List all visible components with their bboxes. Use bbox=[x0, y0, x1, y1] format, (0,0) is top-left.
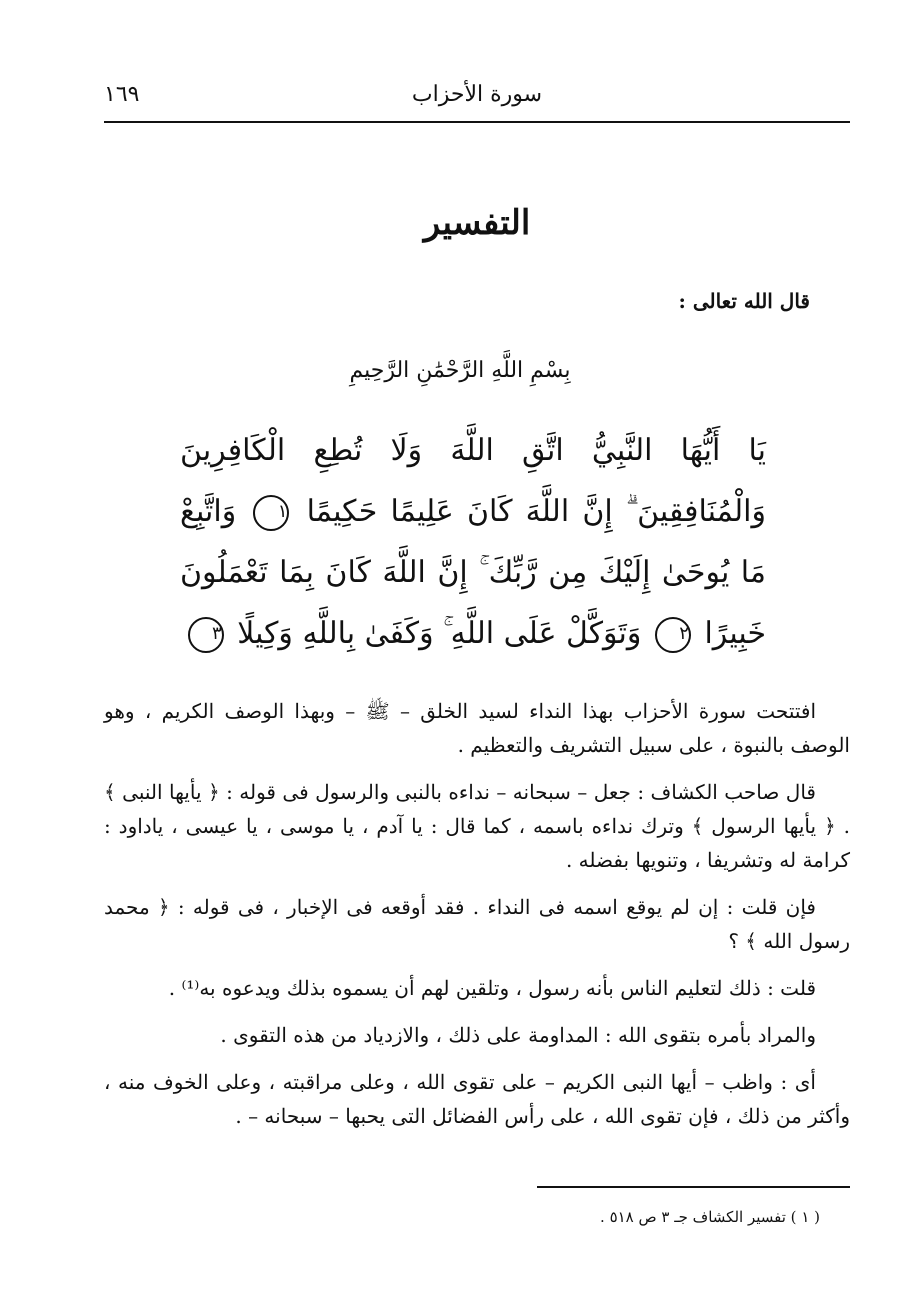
basmala: بِسْمِ اللَّهِ الرَّحْمَٰنِ الرَّحِيمِ bbox=[349, 358, 571, 383]
footnote: ( ١ ) تفسير الكشاف جـ ٣ ص ٥١٨ . bbox=[600, 1208, 820, 1226]
paragraph: قلت : ذلك لتعليم الناس بأنه رسول ، وتلقين لهم أن يسموه بذلك ويدعوه به⁽¹⁾ . bbox=[168, 976, 816, 1000]
ayah-1-text: يَا أَيُّهَا النَّبِيُّ اتَّقِ اللَّهَ وَلَا تُطِعِ الْكَافِرِينَ وَالْمُنَافِقِينَ ۗ إِنَّ اللَّهَ كَانَ عَلِيمًا حَكِيمًا bbox=[180, 433, 766, 529]
ayah-3-text: وَتَوَكَّلْ عَلَى اللَّهِ ۚ وَكَفَىٰ بِاللَّهِ وَكِيلًا bbox=[237, 616, 642, 651]
ayah-number-1: ١ bbox=[253, 495, 289, 531]
page-header bbox=[104, 78, 850, 118]
intro-line: قال الله تعالى : bbox=[678, 289, 810, 313]
commentary bbox=[104, 694, 850, 1146]
paragraph: أى : واظب – أيها النبى الكريم – على تقوى الله ، وعلى مراقبته ، وعلى الخوف منه ، وأكثر من ذلك ، فإن تقوى الله ، على رأس الفضائل التى يحبها – سبحانه – . bbox=[104, 1070, 850, 1128]
page-number: ١٦٩ bbox=[104, 82, 140, 107]
paragraph: فإن قلت : إن لم يوقع اسمه فى النداء . فقد أوقعه فى الإخبار ، فى قوله : ﴿ محمد رسول الله ﴾ ؟ bbox=[104, 895, 850, 953]
ayah-number-2: ٢ bbox=[655, 617, 691, 653]
paragraph: قال صاحب الكشاف : جعل – سبحانه – نداءه بالنبى والرسول فى قوله : ﴿ يأيها النبى ﴾ . ﴿ يأيها الرسول ﴾ وترك نداءه باسمه ، كما قال : يا آدم ، يا موسى ، يا عيسى ، ياداود : كرامة له وتشريفا ، وتنويها بفضله . bbox=[104, 780, 850, 872]
quran-verses bbox=[180, 420, 766, 664]
paragraph: افتتحت سورة الأحزاب بهذا النداء لسيد الخلق – ﷺ – وبهذا الوصف الكريم ، وهو الوصف بالنبوة ، على سبيل التشريف والتعظيم . bbox=[104, 699, 850, 757]
ayah-number-3: ٣ bbox=[188, 617, 224, 653]
paragraph: والمراد بأمره بتقوى الله : المداومة على ذلك ، والازدياد من هذه التقوى . bbox=[220, 1023, 816, 1047]
ayah-2-text: وَاتَّبِعْ مَا يُوحَىٰ إِلَيْكَ مِن رَّبِّكَ ۚ إِنَّ اللَّهَ كَانَ بِمَا تَعْمَلُونَ خَبِيرًا bbox=[180, 494, 766, 651]
running-title: سورة الأحزاب bbox=[411, 82, 543, 107]
section-title: التفسير bbox=[423, 203, 531, 243]
footnote-divider bbox=[537, 1186, 850, 1188]
header-divider bbox=[104, 121, 850, 123]
